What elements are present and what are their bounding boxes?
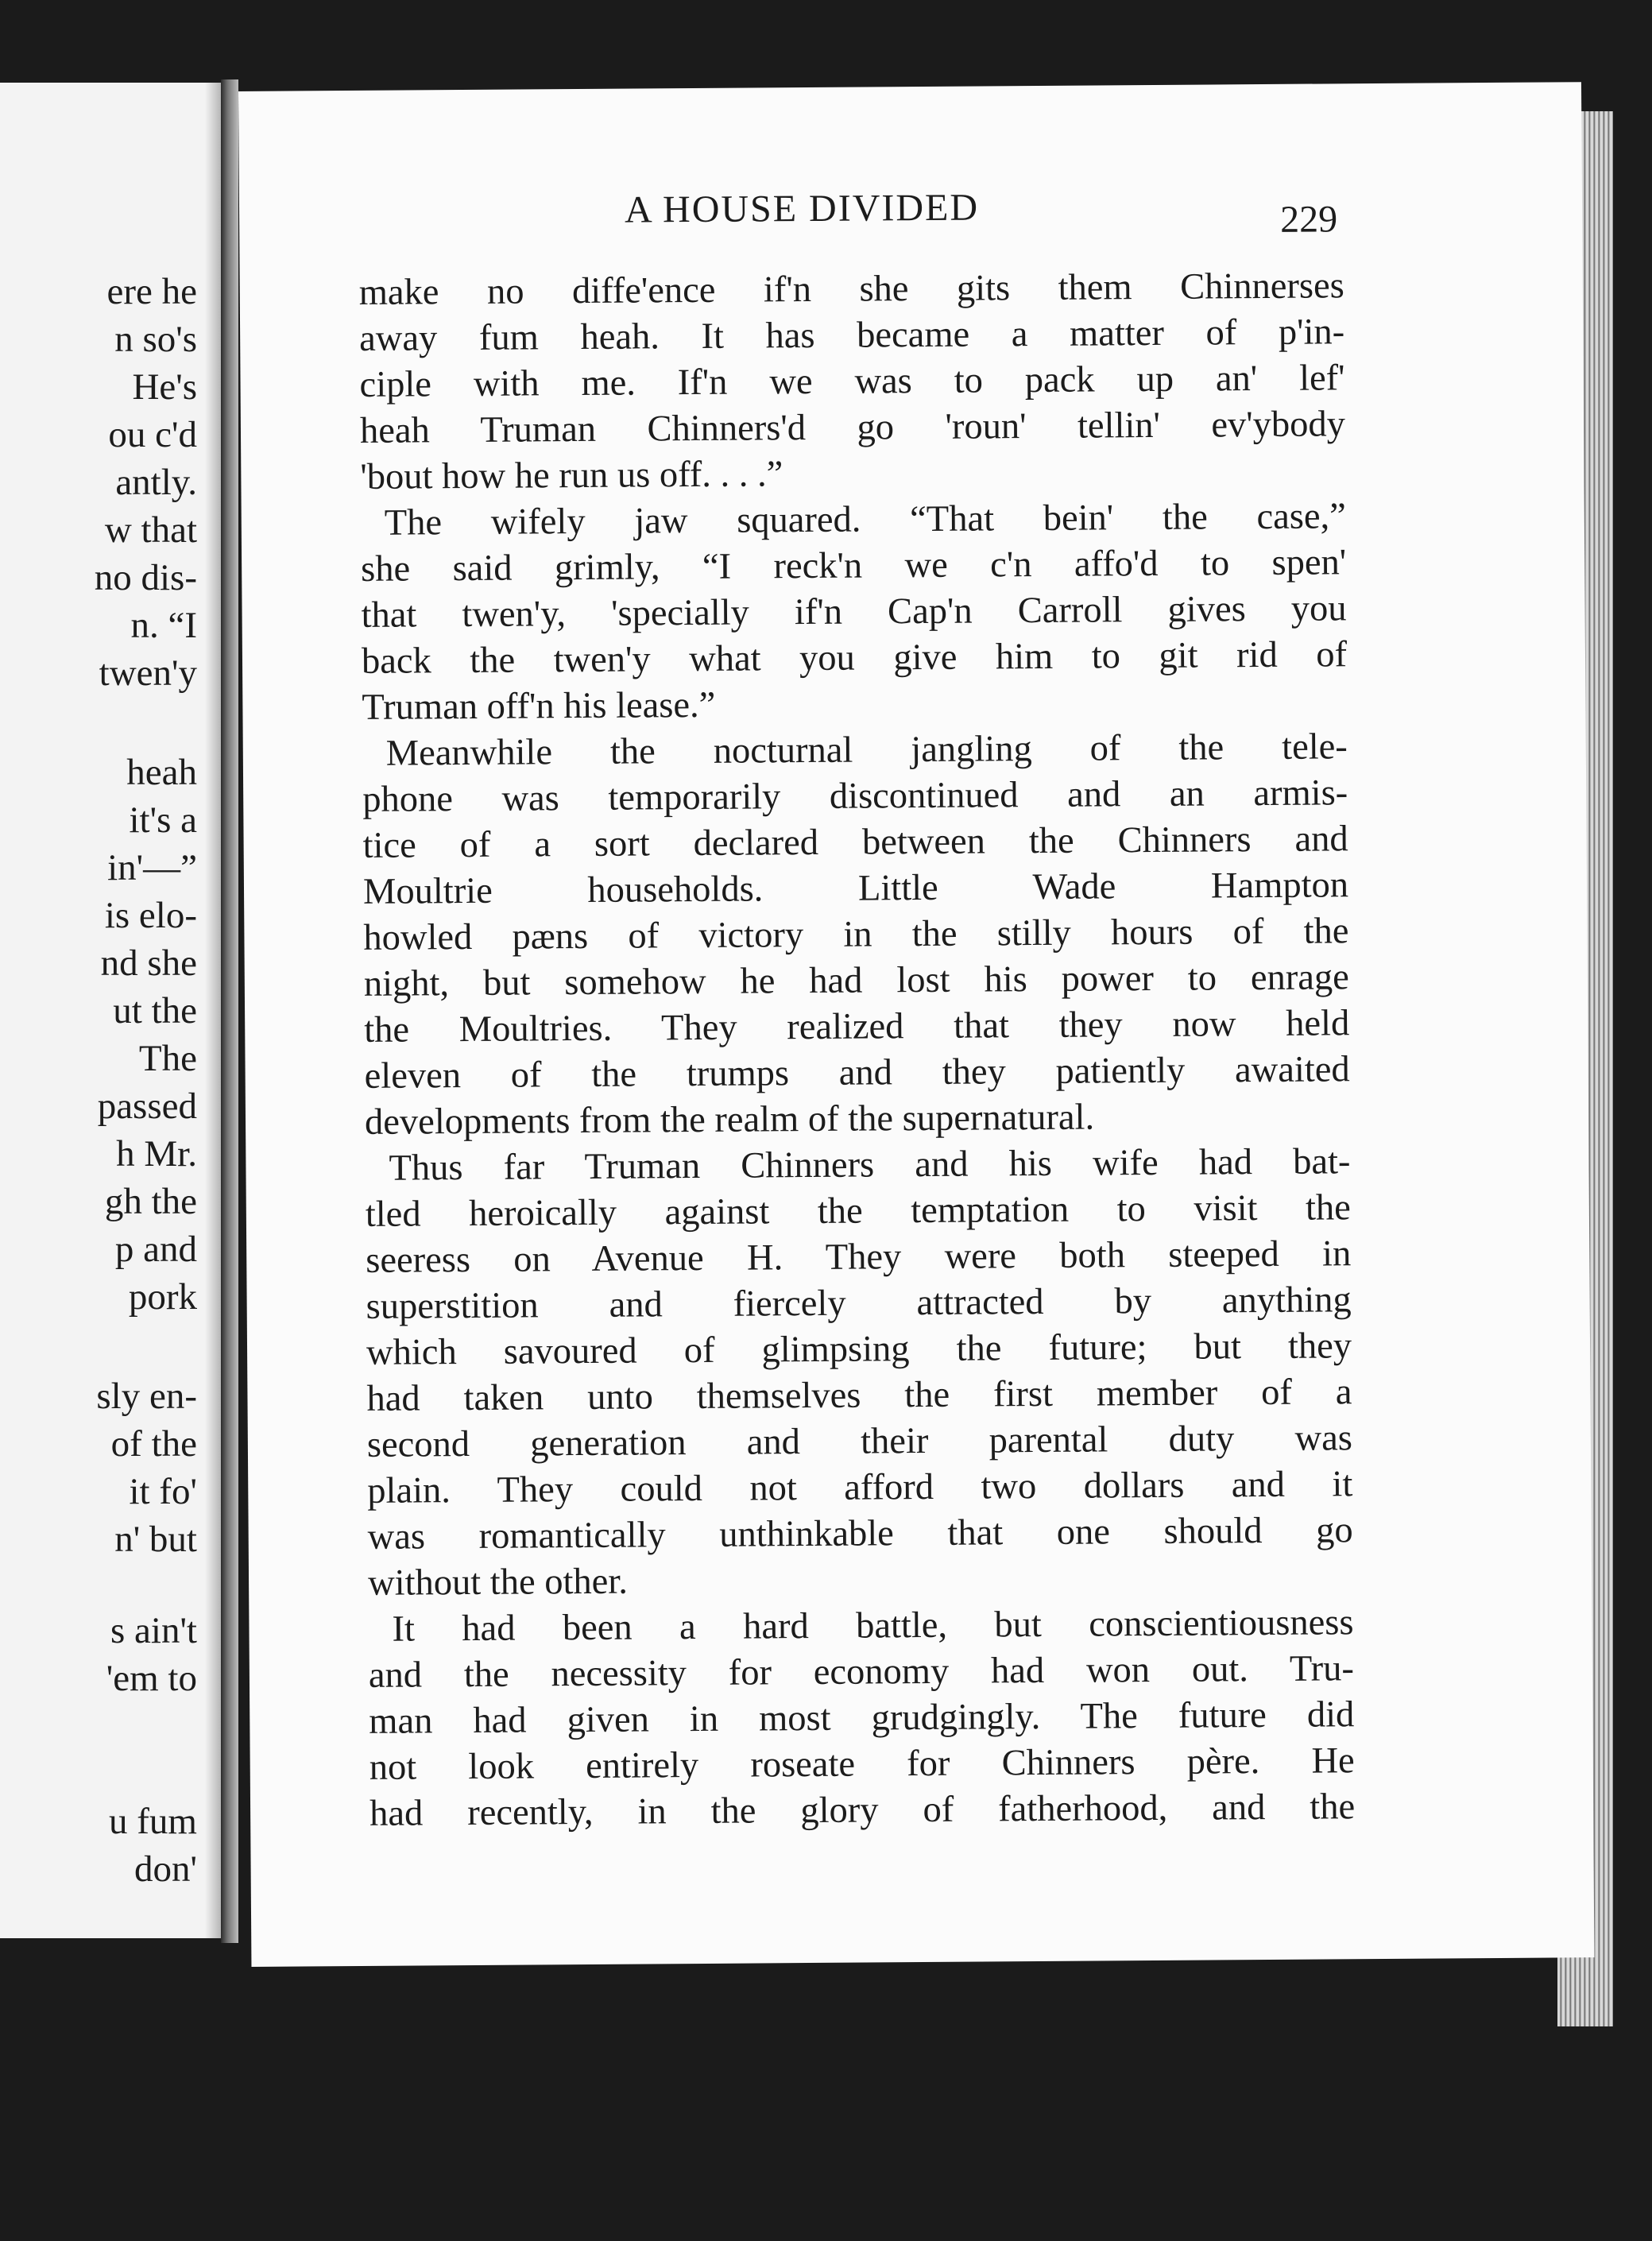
body-line: which savoured of glimpsing the future; but they bbox=[366, 1326, 1352, 1373]
body-line: ciple with me. If'n we was to pack up an' lef' bbox=[359, 358, 1345, 405]
body-line: Moultrie households. Little Wade Hampton bbox=[362, 865, 1349, 912]
left-page-line: s ain't bbox=[110, 1610, 197, 1651]
body-line: was romantically unthinkable that one should go bbox=[367, 1510, 1353, 1558]
left-page-line: p and bbox=[114, 1229, 197, 1270]
left-page-line: don' bbox=[134, 1848, 197, 1890]
left-page-line: it fo' bbox=[129, 1471, 197, 1512]
body-line: tice of a sort declared between the Chinners and bbox=[362, 819, 1348, 866]
left-page-line: heah bbox=[126, 752, 197, 793]
book-spine bbox=[221, 79, 238, 1943]
body-line: seeress on Avenue H. They were both steeped in bbox=[366, 1233, 1352, 1281]
body-line: away fum heah. It has became a matter of p'in- bbox=[358, 312, 1345, 359]
right-page bbox=[238, 82, 1594, 1967]
body-line: eleven of the trumps and they patiently awaited bbox=[364, 1049, 1350, 1097]
left-page-line: n. “I bbox=[130, 605, 197, 646]
left-page-line: in'—” bbox=[107, 847, 197, 888]
left-page-line: ut the bbox=[113, 990, 197, 1031]
body-line: she said grimly, “I reck'n we c'n affo'd to spen' bbox=[361, 542, 1347, 590]
body-line: had taken unto themselves the first member of a bbox=[366, 1372, 1352, 1419]
left-page-line: w that bbox=[104, 509, 197, 551]
left-page-line: nd she bbox=[100, 942, 197, 984]
body-line: night, but somehow he had lost his power to enrage bbox=[363, 957, 1349, 1004]
left-page-line: 'em to bbox=[106, 1658, 197, 1699]
left-page-line: passed bbox=[97, 1086, 197, 1127]
body-line: phone was temporarily discontinued and an armis- bbox=[362, 772, 1348, 820]
body-line: without the other. bbox=[367, 1561, 629, 1604]
body-line: make no diffe'ence if'n she gits them Chinnerses bbox=[358, 265, 1344, 313]
body-line: and the necessity for economy had won out. Tru- bbox=[368, 1648, 1355, 1696]
body-line: had recently, in the glory of fatherhood, and the bbox=[369, 1786, 1356, 1834]
left-page-line: n so's bbox=[114, 319, 197, 360]
left-page-line: no dis- bbox=[94, 557, 197, 598]
body-line: It had been a hard battle, but conscientiousness bbox=[392, 1602, 1354, 1650]
body-line: 'bout how he run us off. . . .” bbox=[360, 454, 783, 497]
left-page-line: twen'y bbox=[99, 652, 197, 694]
left-page-line: antly. bbox=[115, 462, 197, 503]
left-page-line: gh the bbox=[104, 1181, 197, 1222]
left-page-line: sly en- bbox=[96, 1376, 197, 1417]
gutter-shadow bbox=[205, 83, 221, 1938]
left-page-line: it's a bbox=[129, 799, 197, 841]
left-page-line: h Mr. bbox=[116, 1133, 197, 1175]
left-page-line: ou c'd bbox=[108, 414, 197, 455]
body-line: that twen'y, 'specially if'n Cap'n Carroll gives you bbox=[361, 588, 1347, 636]
body-line: The wifely jaw squared. “That bein' the case,” bbox=[384, 496, 1346, 544]
left-page-line: pork bbox=[128, 1276, 197, 1318]
left-page-line: He's bbox=[132, 366, 197, 408]
left-page-line: ere he bbox=[106, 271, 197, 312]
body-line: plain. They could not afford two dollars and it bbox=[367, 1464, 1353, 1511]
body-line: tled heroically against the temptation to visit the bbox=[365, 1187, 1352, 1235]
body-line: not look entirely roseate for Chinners père. He bbox=[369, 1740, 1355, 1788]
left-page bbox=[0, 83, 221, 1938]
left-page-line: The bbox=[138, 1038, 197, 1079]
page-number: 229 bbox=[1279, 198, 1338, 241]
body-line: heah Truman Chinners'd go 'roun' tellin' ev'ybody bbox=[359, 404, 1346, 451]
body-line: Thus far Truman Chinners and his wife had bat- bbox=[389, 1141, 1351, 1189]
body-line: howled pæns of victory in the stilly hours of the bbox=[363, 911, 1349, 958]
body-line: back the twen'y what you give him to git rid of bbox=[361, 634, 1348, 682]
body-line: superstition and fiercely attracted by anything bbox=[366, 1279, 1352, 1327]
running-head: A HOUSE DIVIDED bbox=[624, 186, 980, 231]
left-page-line: is elo- bbox=[104, 895, 197, 936]
left-page-line: of the bbox=[110, 1423, 197, 1465]
body-line: man had given in most grudgingly. The future did bbox=[369, 1694, 1355, 1742]
body-line: the Moultries. They realized that they now held bbox=[364, 1003, 1350, 1051]
body-line: Meanwhile the nocturnal jangling of the tele- bbox=[385, 726, 1348, 774]
body-line: Truman off'n his lease.” bbox=[362, 684, 716, 728]
left-page-line: u fum bbox=[109, 1801, 197, 1842]
left-page-line: n' but bbox=[114, 1519, 197, 1560]
body-line: second generation and their parental duty was bbox=[366, 1418, 1353, 1465]
body-line: developments from the realm of the supernatural. bbox=[364, 1097, 1095, 1143]
